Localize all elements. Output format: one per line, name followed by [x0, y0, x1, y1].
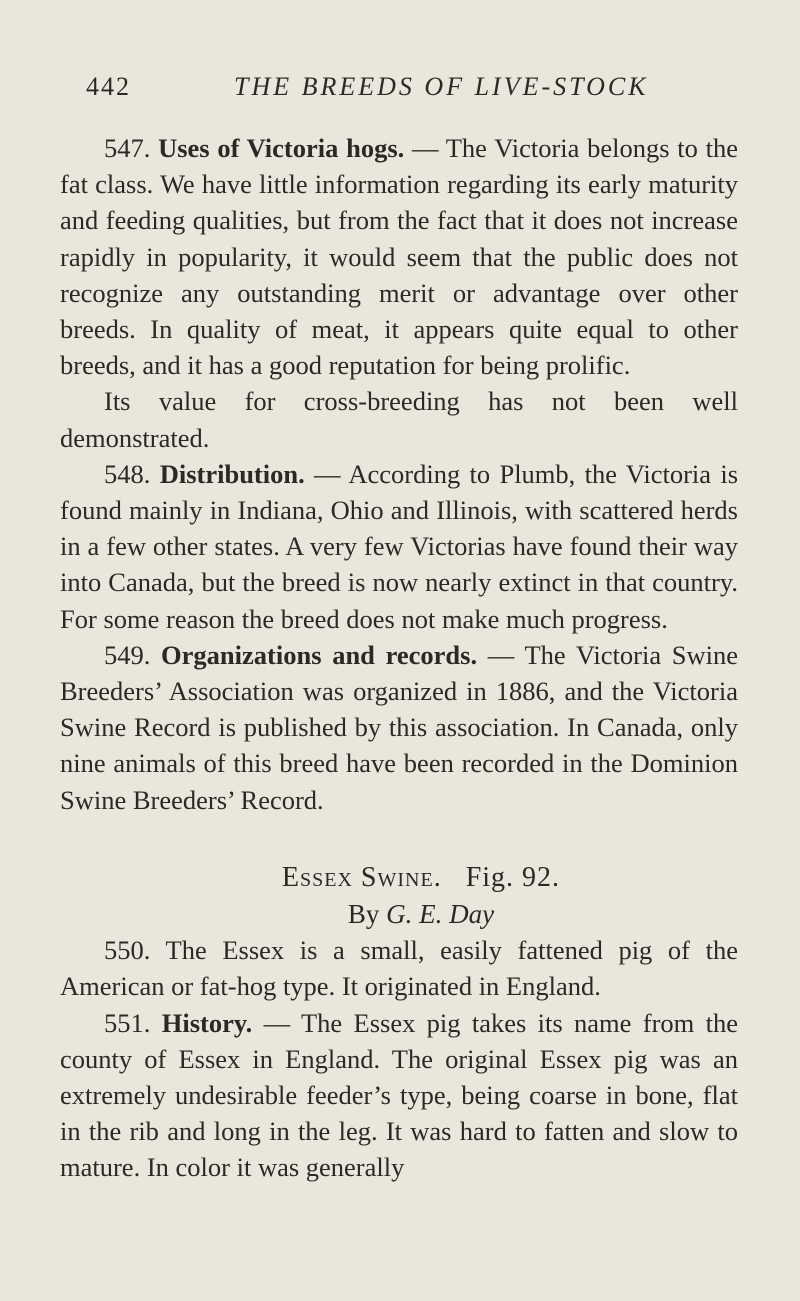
paragraph-547 — [60, 130, 738, 383]
section-title: Distribution. — [159, 458, 305, 489]
body-text — [60, 130, 738, 1186]
dash: — — [404, 133, 446, 163]
paragraph-551 — [60, 1005, 738, 1186]
figure-reference: Fig. 92. — [465, 861, 561, 893]
section-number: 549. — [104, 639, 151, 670]
section-title: Uses of Victoria hogs. — [158, 133, 405, 163]
dash: — — [477, 639, 525, 670]
paragraph-548 — [60, 456, 738, 637]
paragraph-547-continued: Its value for cross-breeding has not been well demonstrated. — [60, 386, 738, 453]
paragraph-text: The Victoria Swine Breeders’ Association was organized in 1886, and the Victoria Swine Record is published by this association. In Canada, only nine animals of this breed have been recorded in the Dominion Swine Breeders’ Record. — [60, 639, 739, 815]
byline — [60, 896, 738, 932]
breed-heading — [60, 860, 738, 896]
byline-by: By — [347, 899, 380, 930]
section-number: 547. — [104, 133, 151, 163]
paragraph-text: The Essex pig takes its name from the county of Essex in England. The original Essex pig was an extremely undesirable feeder’s type, being coarse in bone, flat in the rib and long in the leg. It was hard to fatten and slow to mature. In color it was generally — [60, 1007, 738, 1183]
page-number: 442 — [86, 72, 131, 101]
paragraph-text: The Victoria belongs to the fat class. We have little information regarding its early maturity and feeding qualities, but from the fact that it does not increase rapidly in popularity, it would seem that the public does not recognize any outstanding merit or advantage over other breeds. In quality of meat, it appears quite equal to other breeds, and it has a good reputation for being prolific. — [60, 133, 738, 381]
dash: — — [304, 458, 349, 489]
section-number: 548. — [104, 458, 151, 489]
paragraph-text: According to Plumb, the Victoria is found mainly in Indiana, Ohio and Illinois, with scattered herds in a few other states. A very few Victorias have found their way into Canada, but the breed is now nearly extinct in that country. For some reason the breed does not make much progress. — [60, 458, 739, 634]
running-head — [86, 72, 756, 108]
breed-name: Essex Swine. — [281, 861, 442, 893]
essex-heading-block — [60, 860, 738, 932]
dash: — — [252, 1007, 301, 1038]
section-title: History. — [161, 1007, 253, 1038]
paragraph-549 — [60, 637, 738, 818]
paragraph-text: The Essex is a small, easily fattened pig of the American or fat-hog type. It originated in England. — [60, 935, 738, 1002]
section-number: 550. — [104, 935, 151, 966]
section-title: Organizations and records. — [161, 639, 478, 670]
paragraph-550 — [60, 932, 738, 1004]
section-number: 551. — [104, 1007, 151, 1038]
author-name: G. E. Day — [386, 899, 495, 930]
running-title: THE BREEDS OF LIVE-STOCK — [234, 72, 649, 101]
